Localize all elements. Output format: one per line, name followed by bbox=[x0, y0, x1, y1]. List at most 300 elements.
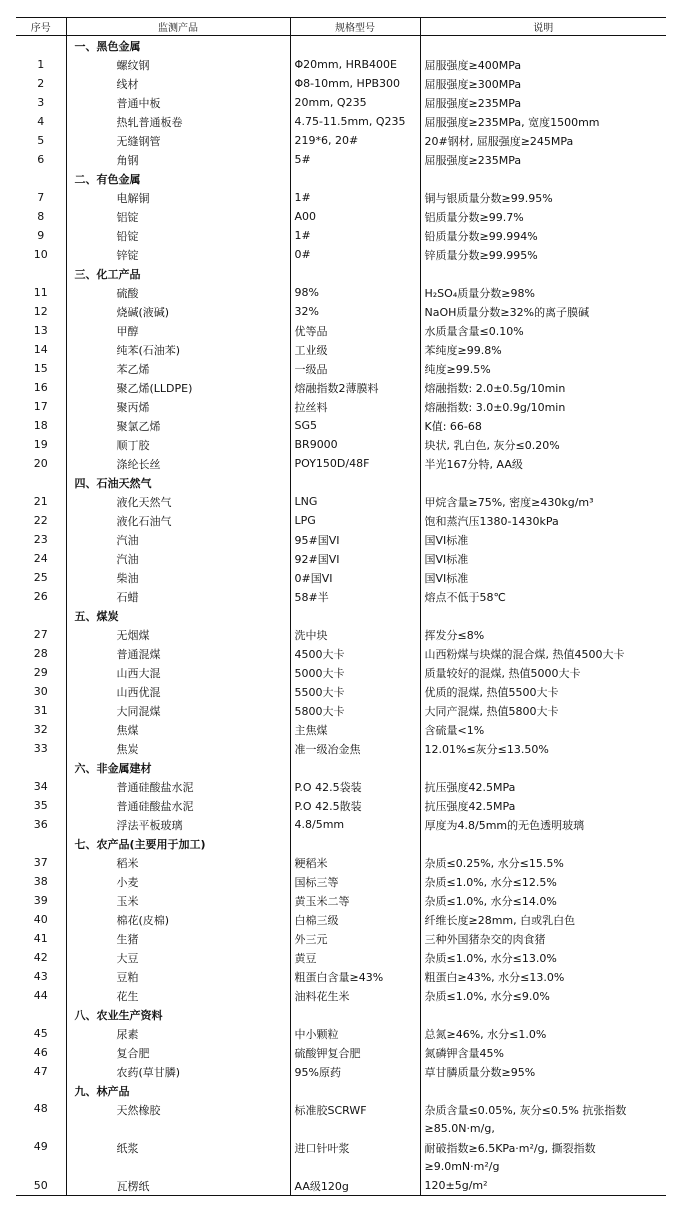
cell-spec: BR9000 bbox=[290, 435, 420, 454]
table-row bbox=[16, 1062, 666, 1081]
cell-serial-number: 35 bbox=[33, 799, 48, 812]
cell-serial-number: 10 bbox=[33, 248, 48, 261]
cell-description: 12.01%≤灰分≤13.50% bbox=[420, 739, 666, 758]
table-row bbox=[16, 530, 666, 549]
cell-spec: 准一级冶金焦 bbox=[290, 739, 420, 758]
cell-product: 无缝钢管 bbox=[66, 131, 290, 150]
section-header-row bbox=[16, 1005, 666, 1024]
cell-product: 石蜡 bbox=[66, 587, 290, 606]
cell-description: 铜与银质量分数≥99.95% bbox=[420, 188, 666, 207]
cell-spec: 黄豆 bbox=[290, 948, 420, 967]
cell-spec bbox=[290, 758, 420, 777]
cell-description: NaOH质量分数≥32%的离子膜碱 bbox=[420, 302, 666, 321]
cell-serial-number: 25 bbox=[33, 571, 48, 584]
cell-product: 汽油 bbox=[66, 530, 290, 549]
table-header-row bbox=[16, 18, 666, 36]
header-product: 监测产品 bbox=[66, 18, 290, 36]
section-header-row bbox=[16, 264, 666, 283]
cell-spec: 5# bbox=[290, 150, 420, 169]
section-header-row bbox=[16, 606, 666, 625]
section-header-row bbox=[16, 758, 666, 777]
table-row bbox=[16, 93, 666, 112]
table-row bbox=[16, 131, 666, 150]
cell-description bbox=[420, 169, 666, 188]
cell-product: 聚乙烯(LLDPE) bbox=[66, 378, 290, 397]
cell-spec: 0# bbox=[290, 245, 420, 264]
cell-spec: 熔融指数2薄膜料 bbox=[290, 378, 420, 397]
cell-spec: 32% bbox=[290, 302, 420, 321]
cell-product: 大同混煤 bbox=[66, 701, 290, 720]
cell-spec: 95#国VI bbox=[290, 530, 420, 549]
table-row bbox=[16, 454, 666, 473]
cell-product: 普通硅酸盐水泥 bbox=[66, 796, 290, 815]
header-spec: 规格型号 bbox=[290, 18, 420, 36]
cell-product: 角钢 bbox=[66, 150, 290, 169]
cell-description: 挥发分≤8% bbox=[420, 625, 666, 644]
cell-description: 优质的混煤, 热值5500大卡 bbox=[420, 682, 666, 701]
cell-description: 纯度≥99.5% bbox=[420, 359, 666, 378]
cell-spec bbox=[290, 606, 420, 625]
cell-product: 热轧普通板卷 bbox=[66, 112, 290, 131]
cell-spec: 1# bbox=[290, 226, 420, 245]
section-title: 二、有色金属 bbox=[66, 169, 290, 188]
cell-description: 饱和蒸汽压1380-1430kPa bbox=[420, 511, 666, 530]
cell-spec: 油料花生米 bbox=[290, 986, 420, 1005]
cell-spec: 92#国VI bbox=[290, 549, 420, 568]
cell-serial-number bbox=[16, 264, 66, 283]
table-row bbox=[16, 568, 666, 587]
cell-description: 甲烷含量≥75%, 密度≥430kg/m³ bbox=[420, 492, 666, 511]
cell-serial-number: 21 bbox=[33, 495, 48, 508]
table-row bbox=[16, 929, 666, 948]
cell-serial-number: 24 bbox=[33, 552, 48, 565]
cell-description: 屈服强度≥235MPa bbox=[420, 150, 666, 169]
section-title: 九、林产品 bbox=[66, 1081, 290, 1100]
cell-serial-number bbox=[16, 606, 66, 625]
cell-description: 120±5g/m² bbox=[420, 1176, 666, 1196]
table-row bbox=[16, 815, 666, 834]
cell-serial-number: 13 bbox=[33, 324, 48, 337]
cell-product: 生猪 bbox=[66, 929, 290, 948]
cell-serial-number: 30 bbox=[33, 685, 48, 698]
cell-serial-number: 50 bbox=[16, 1176, 66, 1196]
cell-spec: A00 bbox=[290, 207, 420, 226]
table-row bbox=[16, 492, 666, 511]
cell-description bbox=[420, 264, 666, 283]
cell-serial-number bbox=[16, 834, 66, 853]
cell-product: 稻米 bbox=[66, 853, 290, 872]
cell-serial-number bbox=[16, 1081, 66, 1100]
table-row bbox=[16, 796, 666, 815]
cell-product: 焦煤 bbox=[66, 720, 290, 739]
cell-spec: 0#国VI bbox=[290, 568, 420, 587]
cell-spec: 优等品 bbox=[290, 321, 420, 340]
cell-serial-number: 46 bbox=[33, 1046, 48, 1059]
cell-spec: SG5 bbox=[290, 416, 420, 435]
cell-description: H₂SO₄质量分数≥98% bbox=[420, 283, 666, 302]
cell-serial-number: 26 bbox=[33, 590, 48, 603]
cell-spec: P.O 42.5散装 bbox=[290, 796, 420, 815]
cell-spec: 国标三等 bbox=[290, 872, 420, 891]
table-row bbox=[16, 967, 666, 986]
cell-product: 涤纶长丝 bbox=[66, 454, 290, 473]
cell-description: 屈服强度≥235MPa, 宽度1500mm bbox=[420, 112, 666, 131]
cell-spec: P.O 42.5袋装 bbox=[290, 777, 420, 796]
cell-serial-number bbox=[16, 473, 66, 492]
cell-spec: 5500大卡 bbox=[290, 682, 420, 701]
cell-product: 聚丙烯 bbox=[66, 397, 290, 416]
section-title: 四、石油天然气 bbox=[66, 473, 290, 492]
cell-product: 豆粕 bbox=[66, 967, 290, 986]
cell-description: 大同产混煤, 热值5800大卡 bbox=[420, 701, 666, 720]
cell-spec: 5000大卡 bbox=[290, 663, 420, 682]
section-header-row bbox=[16, 473, 666, 492]
table-body bbox=[16, 36, 666, 1196]
cell-product: 线材 bbox=[66, 74, 290, 93]
cell-spec: 95%原药 bbox=[290, 1062, 420, 1081]
cell-description: 熔融指数: 3.0±0.9g/10min bbox=[420, 397, 666, 416]
cell-spec: LNG bbox=[290, 492, 420, 511]
cell-serial-number: 44 bbox=[33, 989, 48, 1002]
cell-description: 熔融指数: 2.0±0.5g/10min bbox=[420, 378, 666, 397]
cell-serial-number: 43 bbox=[33, 970, 48, 983]
cell-serial-number: 48 bbox=[33, 1102, 48, 1115]
cell-product: 纸浆 bbox=[66, 1138, 290, 1176]
cell-spec: 98% bbox=[290, 283, 420, 302]
cell-description: 杂质≤1.0%, 水分≤9.0% bbox=[420, 986, 666, 1005]
cell-description: 苯纯度≥99.8% bbox=[420, 340, 666, 359]
table-row bbox=[16, 245, 666, 264]
cell-product: 铝锭 bbox=[66, 207, 290, 226]
cell-serial-number: 41 bbox=[33, 932, 48, 945]
cell-spec: Φ20mm, HRB400E bbox=[290, 55, 420, 74]
table-row bbox=[16, 1100, 666, 1138]
cell-product: 棉花(皮棉) bbox=[66, 910, 290, 929]
cell-description: 杂质≤1.0%, 水分≤14.0% bbox=[420, 891, 666, 910]
table-row bbox=[16, 435, 666, 454]
cell-spec bbox=[290, 834, 420, 853]
cell-serial-number: 1 bbox=[37, 58, 45, 71]
cell-description: 三种外国猪杂交的肉食猪 bbox=[420, 929, 666, 948]
table-row bbox=[16, 587, 666, 606]
cell-serial-number bbox=[16, 169, 66, 188]
cell-serial-number: 37 bbox=[33, 856, 48, 869]
cell-product: 锌锭 bbox=[66, 245, 290, 264]
cell-description bbox=[420, 36, 666, 56]
cell-product: 山西大混 bbox=[66, 663, 290, 682]
cell-description: 草甘膦质量分数≥95% bbox=[420, 1062, 666, 1081]
cell-description: 氮磷钾含量45% bbox=[420, 1043, 666, 1062]
section-title: 八、农业生产资料 bbox=[66, 1005, 290, 1024]
section-title: 六、非金属建材 bbox=[66, 758, 290, 777]
cell-spec: 4.8/5mm bbox=[290, 815, 420, 834]
table-row bbox=[16, 378, 666, 397]
cell-product: 小麦 bbox=[66, 872, 290, 891]
table-row bbox=[16, 777, 666, 796]
cell-product: 柴油 bbox=[66, 568, 290, 587]
cell-description: 国VI标准 bbox=[420, 549, 666, 568]
cell-serial-number: 33 bbox=[33, 742, 48, 755]
cell-product: 苯乙烯 bbox=[66, 359, 290, 378]
table-row bbox=[16, 872, 666, 891]
product-spec-table bbox=[16, 17, 666, 1196]
table-row bbox=[16, 226, 666, 245]
cell-description: 熔点不低于58℃ bbox=[420, 587, 666, 606]
cell-description bbox=[420, 1005, 666, 1024]
cell-serial-number: 49 bbox=[33, 1140, 48, 1153]
cell-spec: POY150D/48F bbox=[290, 454, 420, 473]
cell-description: 铝质量分数≥99.7% bbox=[420, 207, 666, 226]
cell-product: 玉米 bbox=[66, 891, 290, 910]
cell-description bbox=[420, 758, 666, 777]
cell-product: 复合肥 bbox=[66, 1043, 290, 1062]
cell-product: 铅锭 bbox=[66, 226, 290, 245]
table-row bbox=[16, 302, 666, 321]
table-row bbox=[16, 891, 666, 910]
cell-product: 山西优混 bbox=[66, 682, 290, 701]
table-row bbox=[16, 853, 666, 872]
cell-description: 水质量含量≤0.10% bbox=[420, 321, 666, 340]
cell-description: 含硫量<1% bbox=[420, 720, 666, 739]
cell-serial-number: 14 bbox=[33, 343, 48, 356]
section-title: 七、农产品(主要用于加工) bbox=[66, 834, 290, 853]
table-row bbox=[16, 416, 666, 435]
cell-product: 普通硅酸盐水泥 bbox=[66, 777, 290, 796]
cell-spec: 4.75-11.5mm, Q235 bbox=[290, 112, 420, 131]
cell-description: 半光167分特, AA级 bbox=[420, 454, 666, 473]
section-title: 一、黑色金属 bbox=[66, 36, 290, 56]
cell-description: 杂质≤0.25%, 水分≤15.5% bbox=[420, 853, 666, 872]
cell-product: 无烟煤 bbox=[66, 625, 290, 644]
cell-product: 普通中板 bbox=[66, 93, 290, 112]
section-header-row bbox=[16, 1081, 666, 1100]
cell-spec: 4500大卡 bbox=[290, 644, 420, 663]
cell-description bbox=[420, 606, 666, 625]
cell-serial-number: 19 bbox=[33, 438, 48, 451]
cell-spec: 1# bbox=[290, 188, 420, 207]
cell-spec: 洗中块 bbox=[290, 625, 420, 644]
table-row bbox=[16, 150, 666, 169]
cell-serial-number: 8 bbox=[37, 210, 45, 223]
cell-serial-number: 29 bbox=[33, 666, 48, 679]
cell-spec bbox=[290, 473, 420, 492]
cell-product: 纯苯(石油苯) bbox=[66, 340, 290, 359]
cell-spec: 219*6, 20# bbox=[290, 131, 420, 150]
cell-product: 甲醇 bbox=[66, 321, 290, 340]
cell-serial-number: 42 bbox=[33, 951, 48, 964]
cell-product: 顺丁胶 bbox=[66, 435, 290, 454]
cell-spec bbox=[290, 264, 420, 283]
cell-description: 屈服强度≥300MPa bbox=[420, 74, 666, 93]
cell-spec: 一级品 bbox=[290, 359, 420, 378]
cell-serial-number: 28 bbox=[33, 647, 48, 660]
section-title: 三、化工产品 bbox=[66, 264, 290, 283]
cell-description: 厚度为4.8/5mm的无色透明玻璃 bbox=[420, 815, 666, 834]
table-row bbox=[16, 1024, 666, 1043]
cell-spec: 标准胶SCRWF bbox=[290, 1100, 420, 1138]
cell-description bbox=[420, 473, 666, 492]
section-header-row bbox=[16, 834, 666, 853]
table-row bbox=[16, 682, 666, 701]
cell-product: 汽油 bbox=[66, 549, 290, 568]
cell-serial-number: 4 bbox=[37, 115, 45, 128]
cell-serial-number: 36 bbox=[33, 818, 48, 831]
cell-description: 山西粉煤与块煤的混合煤, 热值4500大卡 bbox=[420, 644, 666, 663]
cell-serial-number: 38 bbox=[33, 875, 48, 888]
cell-product: 焦炭 bbox=[66, 739, 290, 758]
cell-description: 锌质量分数≥99.995% bbox=[420, 245, 666, 264]
cell-serial-number: 45 bbox=[33, 1027, 48, 1040]
cell-product: 液化天然气 bbox=[66, 492, 290, 511]
cell-description: 铅质量分数≥99.994% bbox=[420, 226, 666, 245]
cell-description: 抗压强度42.5MPa bbox=[420, 777, 666, 796]
cell-serial-number: 9 bbox=[37, 229, 45, 242]
cell-description bbox=[420, 1081, 666, 1100]
cell-serial-number: 7 bbox=[37, 191, 45, 204]
table-row bbox=[16, 112, 666, 131]
cell-description: 杂质含量≤0.05%, 灰分≤0.5% 抗张指数≥85.0N·m/g, bbox=[420, 1100, 666, 1138]
table-row bbox=[16, 720, 666, 739]
cell-spec: Φ8-10mm, HPB300 bbox=[290, 74, 420, 93]
cell-product: 尿素 bbox=[66, 1024, 290, 1043]
cell-product: 瓦楞纸 bbox=[66, 1176, 290, 1196]
cell-product: 花生 bbox=[66, 986, 290, 1005]
cell-spec: 硫酸钾复合肥 bbox=[290, 1043, 420, 1062]
table-row bbox=[16, 340, 666, 359]
cell-product: 硫酸 bbox=[66, 283, 290, 302]
table-row bbox=[16, 625, 666, 644]
table-row bbox=[16, 549, 666, 568]
table-row bbox=[16, 644, 666, 663]
cell-product: 电解铜 bbox=[66, 188, 290, 207]
section-title: 五、煤炭 bbox=[66, 606, 290, 625]
cell-description: 杂质≤1.0%, 水分≤13.0% bbox=[420, 948, 666, 967]
cell-serial-number: 11 bbox=[33, 286, 48, 299]
table-row bbox=[16, 188, 666, 207]
cell-serial-number: 23 bbox=[33, 533, 48, 546]
header-serial-number: 序号 bbox=[16, 18, 66, 36]
cell-spec bbox=[290, 1005, 420, 1024]
cell-description: 抗压强度42.5MPa bbox=[420, 796, 666, 815]
table-row bbox=[16, 701, 666, 720]
cell-spec: 主焦煤 bbox=[290, 720, 420, 739]
table-row bbox=[16, 948, 666, 967]
cell-serial-number: 22 bbox=[33, 514, 48, 527]
cell-spec: AA级120g bbox=[290, 1176, 420, 1196]
cell-product: 烧碱(液碱) bbox=[66, 302, 290, 321]
cell-spec: 20mm, Q235 bbox=[290, 93, 420, 112]
cell-serial-number: 39 bbox=[33, 894, 48, 907]
cell-serial-number: 32 bbox=[33, 723, 48, 736]
table-row bbox=[16, 55, 666, 74]
cell-description: 粗蛋白≥43%, 水分≤13.0% bbox=[420, 967, 666, 986]
table-row bbox=[16, 74, 666, 93]
table-row bbox=[16, 511, 666, 530]
cell-serial-number: 31 bbox=[33, 704, 48, 717]
table-row bbox=[16, 207, 666, 226]
cell-spec: 5800大卡 bbox=[290, 701, 420, 720]
cell-serial-number: 27 bbox=[33, 628, 48, 641]
table-row bbox=[16, 910, 666, 929]
section-header-row bbox=[16, 169, 666, 188]
cell-serial-number: 6 bbox=[37, 153, 45, 166]
cell-spec: 外三元 bbox=[290, 929, 420, 948]
table-row bbox=[16, 321, 666, 340]
cell-serial-number: 47 bbox=[33, 1065, 48, 1078]
cell-serial-number: 5 bbox=[37, 134, 45, 147]
cell-serial-number: 20 bbox=[33, 457, 48, 470]
section-header-row bbox=[16, 36, 666, 56]
cell-spec: 进口针叶浆 bbox=[290, 1138, 420, 1176]
cell-description: K值: 66-68 bbox=[420, 416, 666, 435]
cell-product: 聚氯乙烯 bbox=[66, 416, 290, 435]
table-row bbox=[16, 663, 666, 682]
table-row bbox=[16, 986, 666, 1005]
cell-serial-number: 34 bbox=[33, 780, 48, 793]
cell-spec: 黄玉米二等 bbox=[290, 891, 420, 910]
header-description: 说明 bbox=[420, 18, 666, 36]
cell-spec: LPG bbox=[290, 511, 420, 530]
cell-description bbox=[420, 834, 666, 853]
table-row bbox=[16, 1176, 666, 1196]
cell-serial-number: 2 bbox=[37, 77, 45, 90]
cell-serial-number bbox=[16, 36, 66, 56]
cell-product: 天然橡胶 bbox=[66, 1100, 290, 1138]
table-row bbox=[16, 1138, 666, 1176]
cell-description: 质量较好的混煤, 热值5000大卡 bbox=[420, 663, 666, 682]
cell-spec: 拉丝料 bbox=[290, 397, 420, 416]
cell-spec bbox=[290, 169, 420, 188]
cell-serial-number: 16 bbox=[33, 381, 48, 394]
cell-description: 总氮≥46%, 水分≤1.0% bbox=[420, 1024, 666, 1043]
cell-serial-number: 12 bbox=[33, 305, 48, 318]
cell-spec: 粳稻米 bbox=[290, 853, 420, 872]
cell-product: 浮法平板玻璃 bbox=[66, 815, 290, 834]
cell-serial-number: 3 bbox=[37, 96, 45, 109]
cell-product: 普通混煤 bbox=[66, 644, 290, 663]
cell-serial-number: 18 bbox=[33, 419, 48, 432]
cell-spec bbox=[290, 1081, 420, 1100]
cell-product: 液化石油气 bbox=[66, 511, 290, 530]
cell-description: 国VI标准 bbox=[420, 530, 666, 549]
cell-serial-number: 17 bbox=[33, 400, 48, 413]
cell-spec: 白棉三级 bbox=[290, 910, 420, 929]
table-row bbox=[16, 739, 666, 758]
cell-spec: 58#半 bbox=[290, 587, 420, 606]
cell-spec: 粗蛋白含量≥43% bbox=[290, 967, 420, 986]
cell-product: 螺纹钢 bbox=[66, 55, 290, 74]
cell-description: 屈服强度≥235MPa bbox=[420, 93, 666, 112]
cell-description: 纤维长度≥28mm, 白或乳白色 bbox=[420, 910, 666, 929]
table-row bbox=[16, 283, 666, 302]
cell-description: 耐破指数≥6.5KPa·m²/g, 撕裂指数≥9.0mN·m²/g bbox=[420, 1138, 666, 1176]
cell-spec bbox=[290, 36, 420, 56]
cell-description: 杂质≤1.0%, 水分≤12.5% bbox=[420, 872, 666, 891]
cell-serial-number bbox=[16, 1005, 66, 1024]
cell-serial-number: 40 bbox=[33, 913, 48, 926]
cell-description: 20#钢材, 屈服强度≥245MPa bbox=[420, 131, 666, 150]
cell-spec: 工业级 bbox=[290, 340, 420, 359]
cell-description: 国VI标准 bbox=[420, 568, 666, 587]
cell-description: 块状, 乳白色, 灰分≤0.20% bbox=[420, 435, 666, 454]
cell-serial-number: 15 bbox=[33, 362, 48, 375]
cell-product: 农药(草甘膦) bbox=[66, 1062, 290, 1081]
cell-product: 大豆 bbox=[66, 948, 290, 967]
table-row bbox=[16, 359, 666, 378]
cell-spec: 中小颗粒 bbox=[290, 1024, 420, 1043]
cell-serial-number bbox=[16, 758, 66, 777]
cell-description: 屈服强度≥400MPa bbox=[420, 55, 666, 74]
